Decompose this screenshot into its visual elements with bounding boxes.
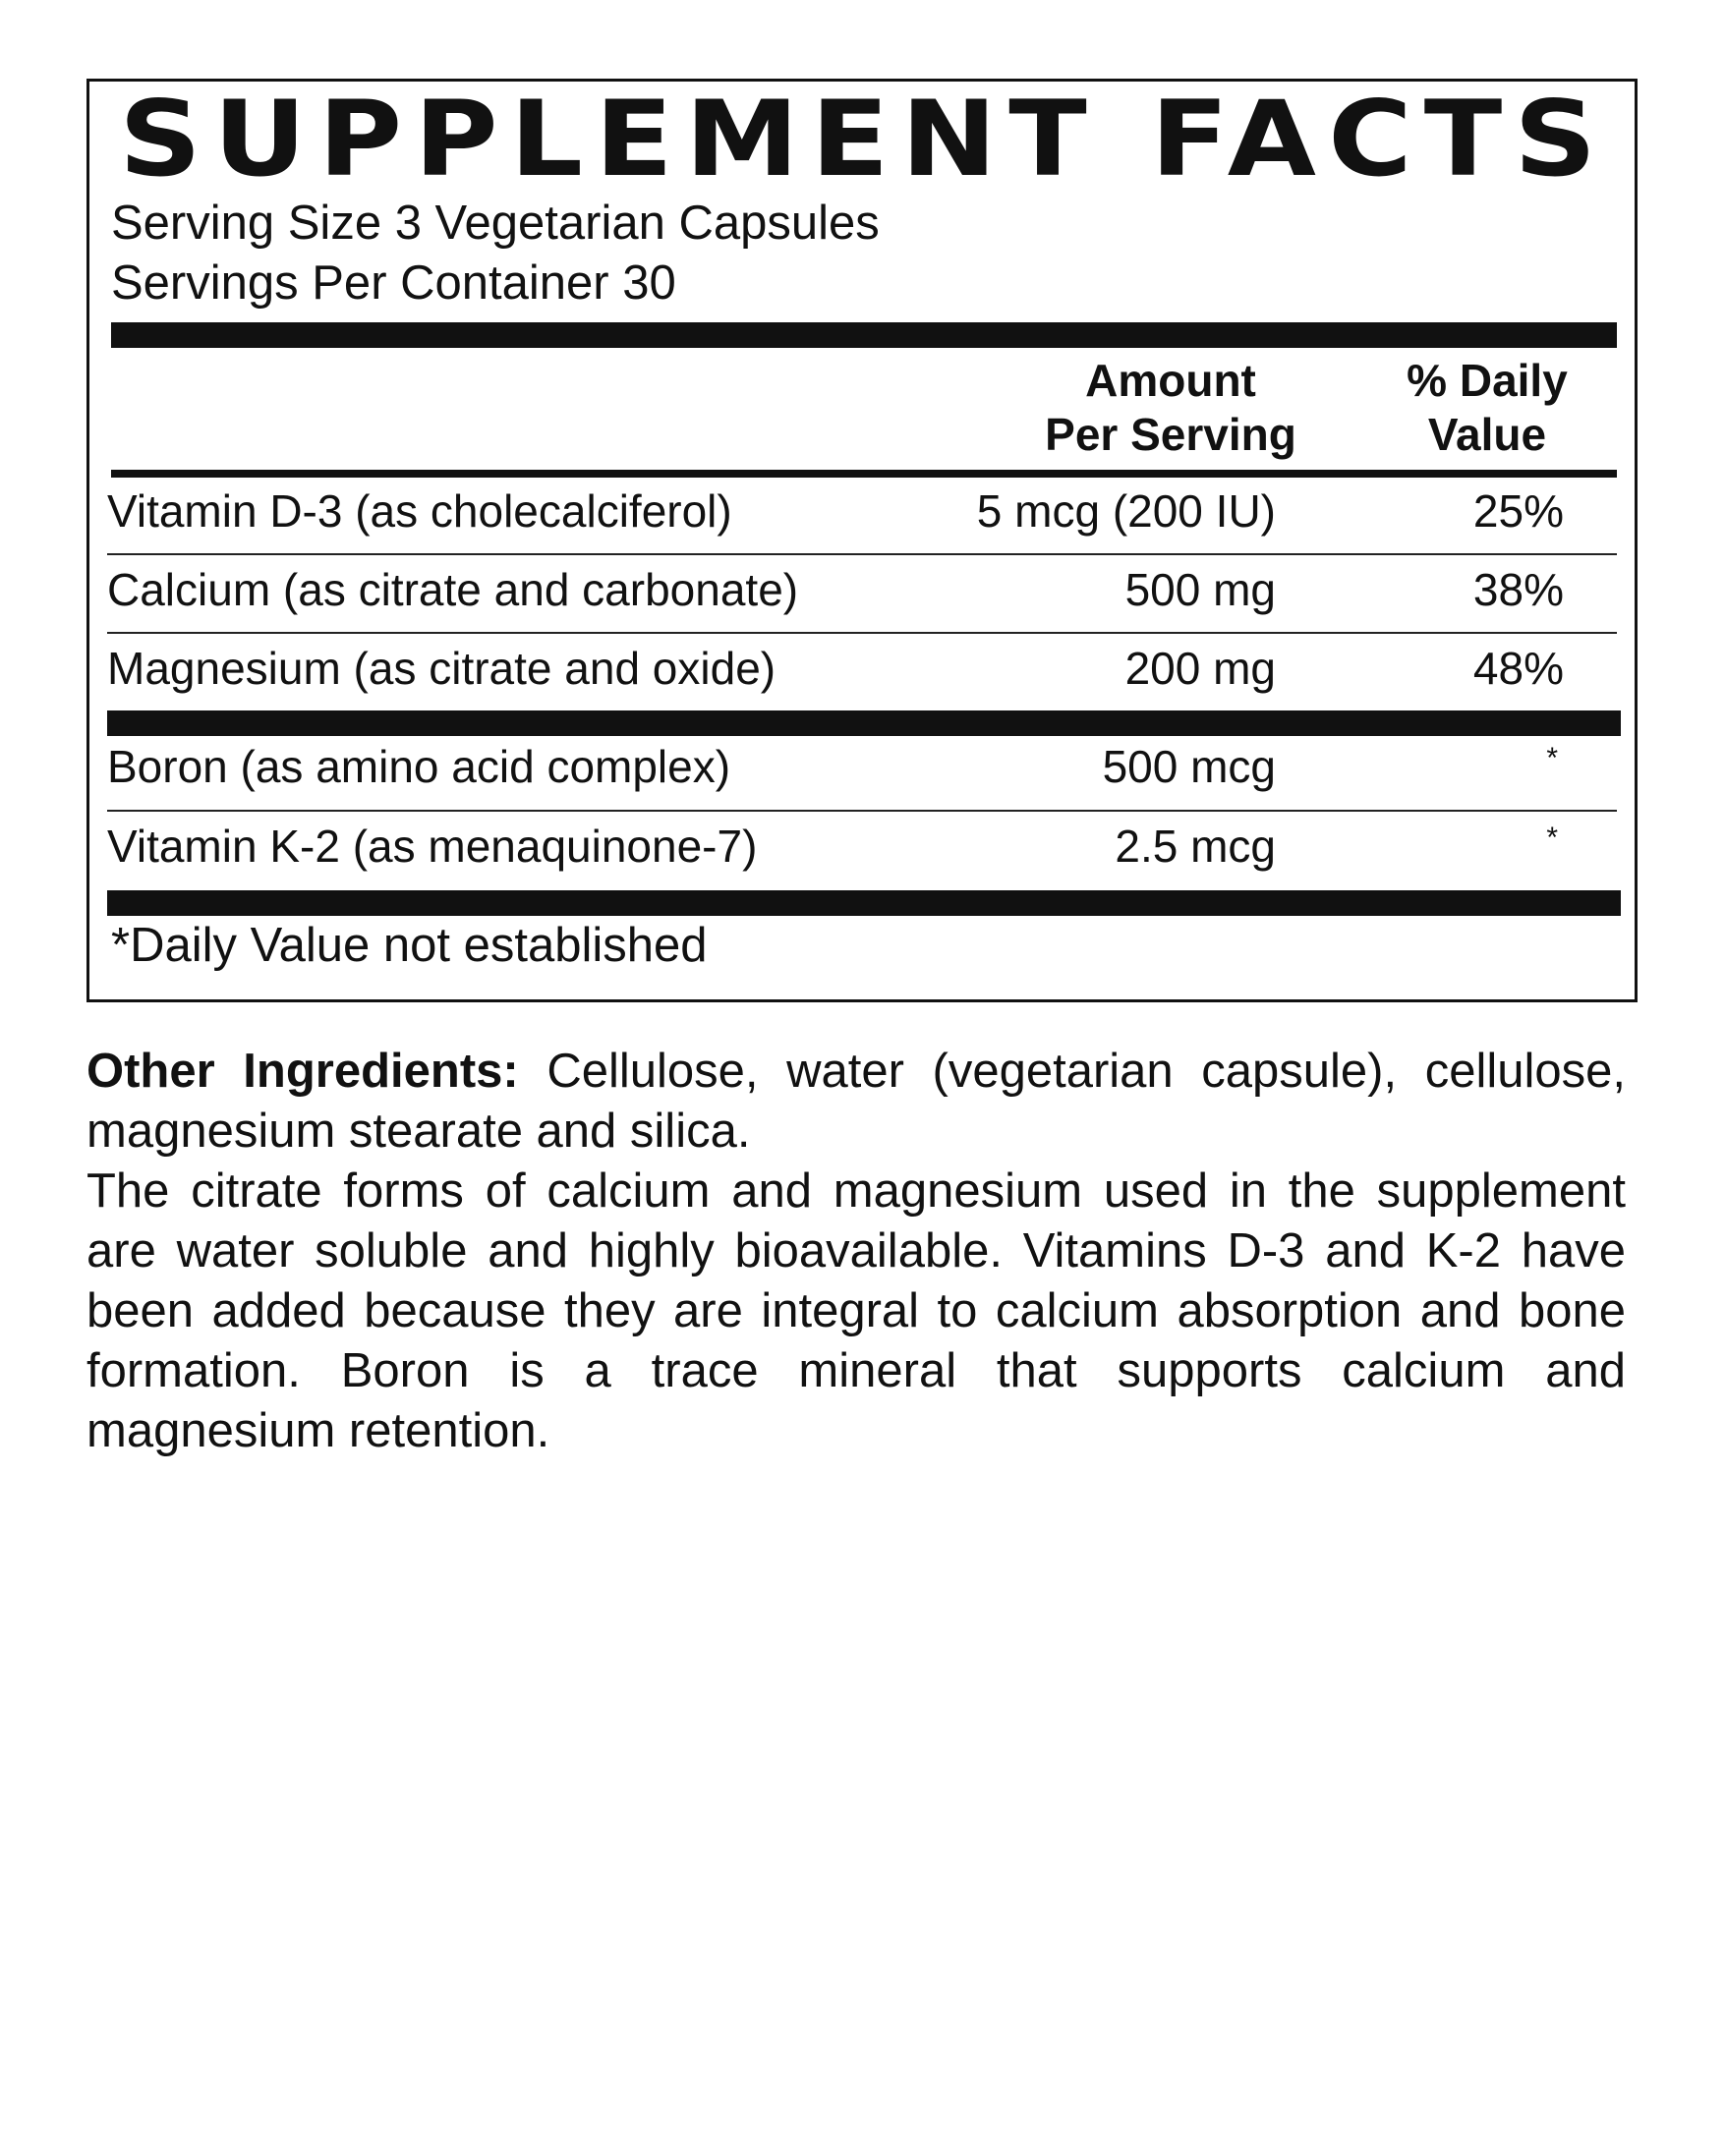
nutrient-amount: 500 mg xyxy=(1124,564,1276,615)
header-thick-rule xyxy=(111,322,1617,348)
daily-value-column-header xyxy=(1374,354,1600,462)
nutrient-daily-value: 25% xyxy=(1472,485,1564,537)
dv-header-line2: Value xyxy=(1427,409,1547,460)
section-thick-rule xyxy=(107,710,1621,736)
amount-header-line2: Per Serving xyxy=(1045,409,1296,460)
nutrient-name: Magnesium (as citrate and oxide) xyxy=(107,643,776,694)
panel-title: SUPPLEMENT FACTS xyxy=(119,79,1609,199)
amount-header-line1: Amount xyxy=(1085,355,1256,406)
serving-size: Serving Size 3 Vegetarian Capsules xyxy=(111,197,880,250)
nutrient-name: Boron (as amino acid complex) xyxy=(107,741,731,792)
nutrient-name: Vitamin K-2 (as menaquinone-7) xyxy=(107,821,758,872)
nutrient-name: Vitamin D-3 (as cholecalciferol) xyxy=(107,485,732,537)
column-header-rule xyxy=(111,470,1617,478)
nutrient-daily-value: 38% xyxy=(1472,564,1564,615)
servings-per-container: Servings Per Container 30 xyxy=(111,256,676,310)
dv-header-line1: % Daily xyxy=(1407,355,1568,406)
other-ingredients-label: Other Ingredients: xyxy=(86,1045,519,1098)
other-ingredients-text: Cellulose, water (vegetarian capsule), cellulose, magnesium stearate and silica. xyxy=(86,1045,1626,1158)
footer-thick-rule xyxy=(107,890,1621,916)
footnote: *Daily Value not established xyxy=(111,919,708,972)
nutrient-name: Calcium (as citrate and carbonate) xyxy=(107,564,799,615)
nutrient-daily-value: 48% xyxy=(1472,643,1564,694)
other-ingredients xyxy=(86,1042,1626,1162)
nutrient-amount: 500 mcg xyxy=(1102,741,1276,792)
nutrient-amount: 5 mcg (200 IU) xyxy=(976,485,1276,537)
nutrient-amount: 200 mg xyxy=(1124,643,1276,694)
amount-column-header xyxy=(1023,354,1318,462)
nutrient-amount: 2.5 mcg xyxy=(1115,821,1276,872)
product-description: The citrate forms of calcium and magnesium used in the supplement are water soluble and highly bioavailable. Vitamins D-3 and K-2 have been added because they are integral to calcium absorption and bone formation. Boron is a trace mineral that supports calcium and magnesium retention. xyxy=(86,1164,1626,1457)
nutrient-daily-value: * xyxy=(1546,742,1558,774)
row-divider xyxy=(107,553,1617,555)
row-divider xyxy=(107,810,1617,812)
supplement-facts-panel xyxy=(86,79,1638,1002)
nutrient-daily-value: * xyxy=(1546,822,1558,854)
row-divider xyxy=(107,632,1617,634)
